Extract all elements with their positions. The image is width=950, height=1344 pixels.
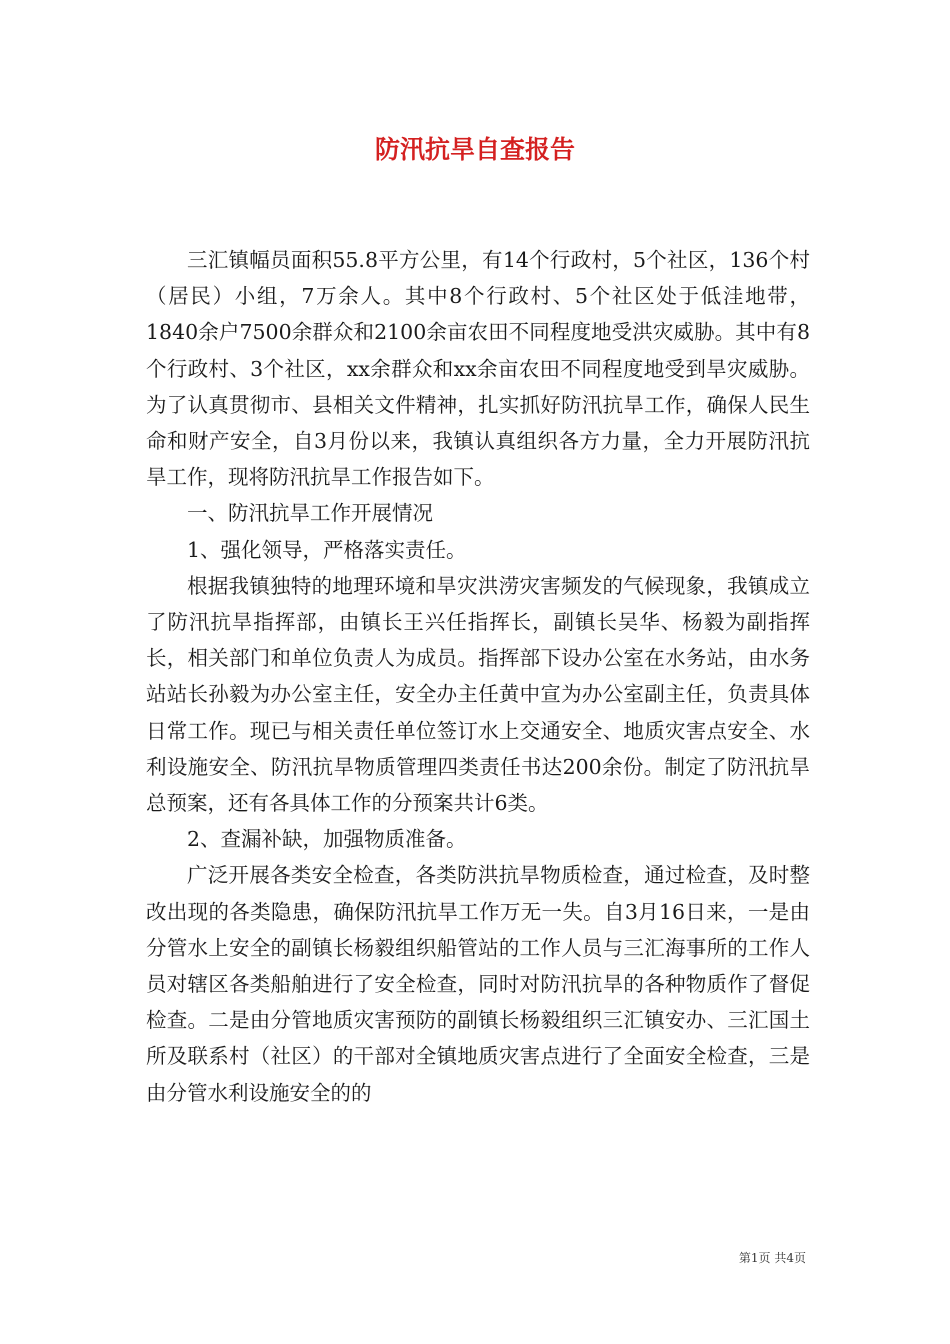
document-title: 防汛抗旱自查报告 <box>374 135 575 164</box>
subheading-2: 2、查漏补缺，加强物质准备。 <box>187 827 467 852</box>
paragraph-inspection: 广泛开展各类安全检查，各类防洪抗旱物质检查，通过检查，及时整改出现的各类隐患，确保防汛抗旱工作万无一失。自3月16日来，一是由分管水上安全的副镇长杨毅组织船管站的工作人员与三汇海事所的工作人员对辖区各类船舶进行了安全检查，同时对防汛抗旱的各种物质作了督促检查。二是由分管地质灾害预防的副镇长杨毅组织三汇镇安办、三汇国土所及联系村（社区）的干部对全镇地质灾害点进行了全面安全检查，三是由分管水利设施安全的的 <box>146 863 810 1105</box>
page-number-footer: 第1页 共4页 <box>738 1251 806 1265</box>
paragraph-intro: 三汇镇幅员面积55.8平方公里，有14个行政村，5个社区，136个村（居民）小组，7万余人。其中8个行政村、5个社区处于低洼地带，1840余户7500余群众和2100余亩农田不同程度地受洪灾威胁。其中有8个行政村、3个社区，xx余群众和xx余亩农田不同程度地受到旱灾威胁。为了认真贯彻市、县相关文件精神，扎实抓好防汛抗旱工作，确保人民生命和财产安全，自3月份以来，我镇认真组织各方力量，全力开展防汛抗旱工作，现将防汛抗旱工作报告如下。 <box>146 248 810 490</box>
subheading-1: 1、强化领导，严格落实责任。 <box>187 537 467 562</box>
paragraph-leadership: 根据我镇独特的地理环境和旱灾洪涝灾害频发的气候现象，我镇成立了防汛抗旱指挥部，由镇长王兴任指挥长，副镇长吴华、杨毅为副指挥长，相关部门和单位负责人为成员。指挥部下设办公室在水务站，由水务站站长孙毅为办公室主任，安全办主任黄中宣为办公室副主任，负责具体日常工作。现已与相关责任单位签订水上交通安全、地质灾害点安全、水利设施安全、防汛抗旱物质管理四类责任书达200余份。制定了防汛抗旱总预案，还有各具体工作的分预案共计6类。 <box>146 573 810 816</box>
section-heading-1: 一、防汛抗旱工作开展情况 <box>187 501 433 526</box>
document-body <box>146 242 810 1111</box>
